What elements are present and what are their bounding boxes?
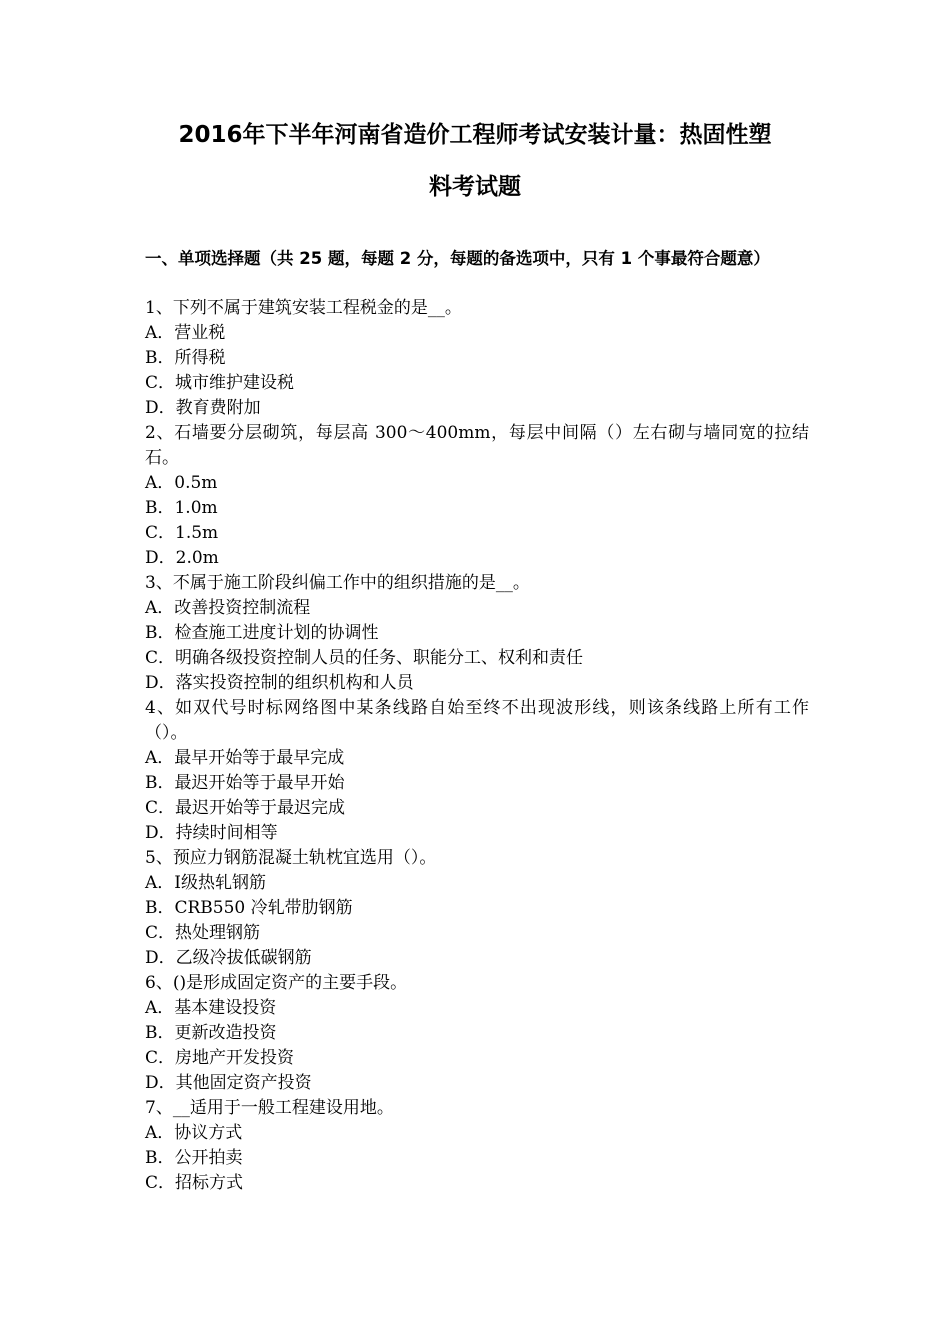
question-2-option-d: D．2.0m xyxy=(145,548,219,568)
question-4-option-a: A．最早开始等于最早完成 xyxy=(145,748,345,768)
document-title-line-2: 料考试题 xyxy=(429,174,521,200)
question-2-option-b: B．1.0m xyxy=(145,498,218,518)
question-4-option-b: B．最迟开始等于最早开始 xyxy=(145,773,345,793)
question-7-option-c: C．招标方式 xyxy=(145,1173,244,1193)
question-2-option-c: C．1.5m xyxy=(145,523,219,543)
question-1-option-a: A．营业税 xyxy=(145,323,226,343)
section-heading: 一、单项选择题（共 25 题，每题 2 分，每题的备选项中，只有 1 个事最符合题意） xyxy=(145,249,770,268)
question-5: 5、预应力钢筋混凝土轨枕宜选用（）。 xyxy=(145,848,437,868)
question-6-option-c: C．房地产开发投资 xyxy=(145,1048,295,1068)
question-6: 6、()是形成固定资产的主要手段。 xyxy=(145,973,408,993)
question-3-option-c: C．明确各级投资控制人员的任务、职能分工、权利和责任 xyxy=(145,648,584,668)
question-5-option-b: B．CRB550 冷轧带肋钢筋 xyxy=(145,898,353,918)
question-7: 7、__适用于一般工程建设用地。 xyxy=(145,1098,394,1118)
question-1: 1、下列不属于建筑安装工程税金的是__。 xyxy=(145,298,462,318)
question-1-option-d: D．教育费附加 xyxy=(145,398,261,418)
question-1-option-b: B．所得税 xyxy=(145,348,226,368)
question-5-option-d: D．乙级冷拔低碳钢筋 xyxy=(145,948,312,968)
question-7-option-b: B．公开拍卖 xyxy=(145,1148,243,1168)
question-4-option-d: D．持续时间相等 xyxy=(145,823,278,843)
question-4: 4、如双代号时标网络图中某条线路自始至终不出现波形线，则该条线路上所有工作（）。 xyxy=(145,698,809,743)
question-1-option-c: C．城市维护建设税 xyxy=(145,373,295,393)
question-7-option-a: A．协议方式 xyxy=(145,1123,243,1143)
question-5-option-a: A．Ⅰ级热轧钢筋 xyxy=(145,873,266,893)
question-4-option-c: C．最迟开始等于最迟完成 xyxy=(145,798,346,818)
document-title-line-1: 2016年下半年河南省造价工程师考试安装计量：热固性塑 xyxy=(178,122,772,148)
question-2: 2、石墙要分层砌筑，每层高 300～400mm，每层中间隔（）左右砌与墙同宽的拉结石。 xyxy=(145,423,809,468)
question-6-option-d: D．其他固定资产投资 xyxy=(145,1073,312,1093)
question-3-option-b: B．检查施工进度计划的协调性 xyxy=(145,623,379,643)
question-6-option-b: B．更新改造投资 xyxy=(145,1023,277,1043)
question-list xyxy=(145,296,809,1196)
question-3-option-d: D．落实投资控制的组织机构和人员 xyxy=(145,673,414,693)
question-2-option-a: A．0.5m xyxy=(145,473,218,493)
question-3-option-a: A．改善投资控制流程 xyxy=(145,598,311,618)
question-6-option-a: A．基本建设投资 xyxy=(145,998,277,1018)
question-5-option-c: C．热处理钢筋 xyxy=(145,923,261,943)
question-3: 3、不属于施工阶段纠偏工作中的组织措施的是__。 xyxy=(145,573,530,593)
